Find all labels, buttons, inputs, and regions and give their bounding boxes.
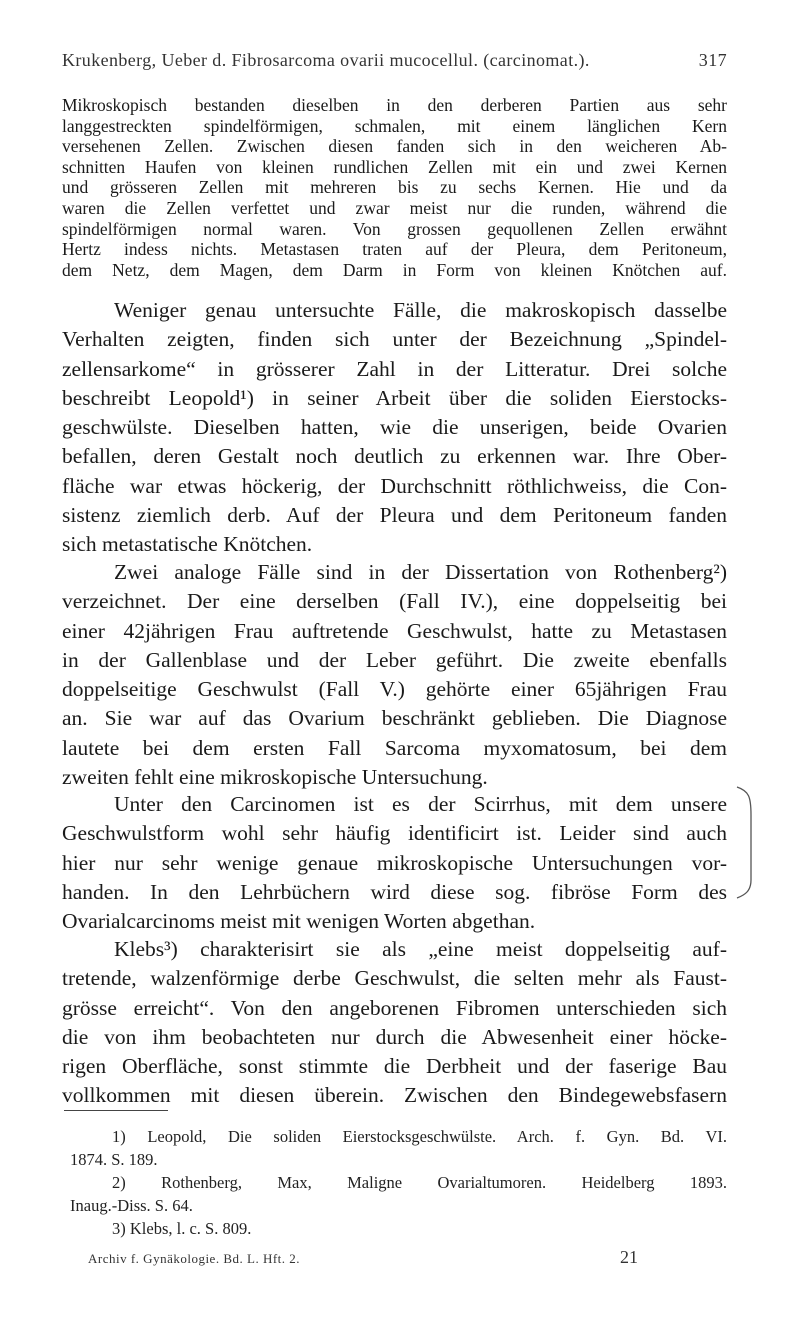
text-line: und grösseren Zellen mit mehreren bis zu sechs Kernen. Hie und da bbox=[62, 177, 727, 198]
text-line: Ovarialcarcinoms meist mit wenigen Worten abgethan. bbox=[62, 909, 536, 934]
text-line: Unter den Carcinomen ist es der Scirrhus, mit dem unsere bbox=[114, 792, 727, 816]
text-line: doppelseitige Geschwulst (Fall V.) gehörte einer 65jährigen Frau bbox=[62, 677, 727, 702]
text-line: handen. In den Lehrbüchern wird diese sog. fibröse Form des bbox=[62, 879, 727, 904]
footnotes bbox=[70, 1125, 727, 1240]
text-line: langgestreckten spindelförmigen, schmalen, mit einem länglichen Kern bbox=[62, 115, 727, 136]
footnote-2-cont: Inaug.-Diss. S. 64. bbox=[70, 1196, 193, 1215]
text-line: verzeichnet. Der eine derselben (Fall IV.), eine doppelseitig bei bbox=[62, 589, 727, 614]
text-line: geschwülste. Dieselben hatten, wie die unserigen, beide Ovarien bbox=[62, 415, 727, 440]
text-line: rigen Oberfläche, sonst stimmte die Derbheit und der faserige Bau bbox=[62, 1054, 727, 1079]
text-line: lautete bei dem ersten Fall Sarcoma myxomatosum, bei dem bbox=[62, 735, 727, 760]
text-line: einer 42jährigen Frau auftretende Geschwulst, hatte zu Metastasen bbox=[62, 618, 727, 643]
text-line: waren die Zellen verfettet und zwar meist nur die runden, während die bbox=[62, 197, 727, 218]
text-line: Klebs³) charakterisirt sie als „eine meist doppelseitig auf- bbox=[114, 937, 727, 961]
text-line: hier nur sehr wenige genaue mikroskopische Untersuchungen vor- bbox=[62, 850, 727, 875]
text-line: Zwei analoge Fälle sind in der Dissertation von Rothenberg²) bbox=[114, 560, 727, 584]
text-line: sistenz ziemlich derb. Auf der Pleura und dem Peritoneum fanden bbox=[62, 503, 727, 528]
text-line: Geschwulstform wohl sehr häufig identificirt ist. Leider sind auch bbox=[62, 821, 727, 846]
text-line: zweiten fehlt eine mikroskopische Untersuchung. bbox=[62, 765, 488, 790]
text-line: in der Gallenblase und der Leber geführt. Die zweite ebenfalls bbox=[62, 647, 727, 672]
text-line: Verhalten zeigten, finden sich unter der Bezeichnung „Spindel- bbox=[62, 327, 727, 352]
text-line: beschreibt Leopold¹) in seiner Arbeit über die soliden Eierstocks- bbox=[62, 385, 727, 410]
text-line: schnitten Haufen von kleinen rundlichen Zellen mit ein und zwei Kernen bbox=[62, 156, 727, 177]
text-line: grösse erreicht“. Von den angeborenen Fibromen unterschieden sich bbox=[62, 995, 727, 1020]
footnote-divider bbox=[64, 1110, 168, 1111]
footnote-1: 1) Leopold, Die soliden Eierstocksgeschwülste. Arch. f. Gyn. Bd. VI. bbox=[112, 1127, 727, 1146]
footnote-1-cont: 1874. S. 189. bbox=[70, 1150, 158, 1169]
paragraph-2 bbox=[62, 296, 727, 560]
signature-mark: 21 bbox=[620, 1247, 638, 1267]
text-line: befallen, deren Gestalt noch deutlich zu erkennen war. Ihre Ober- bbox=[62, 444, 727, 469]
paragraph-4 bbox=[62, 790, 727, 936]
journal-citation: Archiv f. Gynäkologie. Bd. L. Hft. 2. bbox=[88, 1251, 301, 1266]
text-line: tretende, walzenförmige derbe Geschwulst, die selten mehr als Faust- bbox=[62, 966, 727, 991]
text-line: zellensarkome“ in grösserer Zahl in der Litteratur. Drei solche bbox=[62, 356, 727, 381]
page-number: 317 bbox=[698, 50, 727, 70]
text-line: Mikroskopisch bestanden dieselben in den derberen Partien aus sehr bbox=[62, 95, 727, 115]
text-line: an. Sie war auf das Ovarium beschränkt geblieben. Die Diagnose bbox=[62, 706, 727, 731]
running-head bbox=[62, 50, 727, 71]
paragraph-1 bbox=[62, 95, 727, 280]
text-line: Hertz indess nichts. Metastasen traten auf der Pleura, dem Peritoneum, bbox=[62, 239, 727, 260]
footnote-3: 3) Klebs, l. c. S. 809. bbox=[112, 1219, 252, 1238]
paragraph-5 bbox=[62, 935, 727, 1111]
text-line: die von ihm beobachteten nur durch die Abwesenheit einer höcke- bbox=[62, 1024, 727, 1049]
text-line: versehenen Zellen. Zwischen diesen fanden sich in den weicheren Ab- bbox=[62, 136, 727, 157]
footnote-2: 2) Rothenberg, Max, Maligne Ovarialtumoren. Heidelberg 1893. bbox=[112, 1173, 727, 1192]
paragraph-3 bbox=[62, 558, 727, 792]
text-line: vollkommen mit diesen überein. Zwischen den Bindegewebsfasern bbox=[62, 1083, 727, 1108]
margin-bracket-mark bbox=[735, 785, 755, 900]
page-footer bbox=[88, 1247, 638, 1268]
text-line: dem Netz, dem Magen, dem Darm in Form von kleinen Knötchen auf. bbox=[62, 259, 727, 280]
text-line: Weniger genau untersuchte Fälle, die makroskopisch dasselbe bbox=[114, 298, 727, 322]
text-line: fläche war etwas höckerig, der Durchschnitt röthlichweiss, die Con- bbox=[62, 473, 727, 498]
text-line: sich metastatische Knötchen. bbox=[62, 532, 313, 557]
text-line: spindelförmigen normal waren. Von grossen gequollenen Zellen erwähnt bbox=[62, 218, 727, 239]
running-title: Krukenberg, Ueber d. Fibrosarcoma ovarii mucocellul. (carcinomat.). bbox=[62, 50, 590, 70]
